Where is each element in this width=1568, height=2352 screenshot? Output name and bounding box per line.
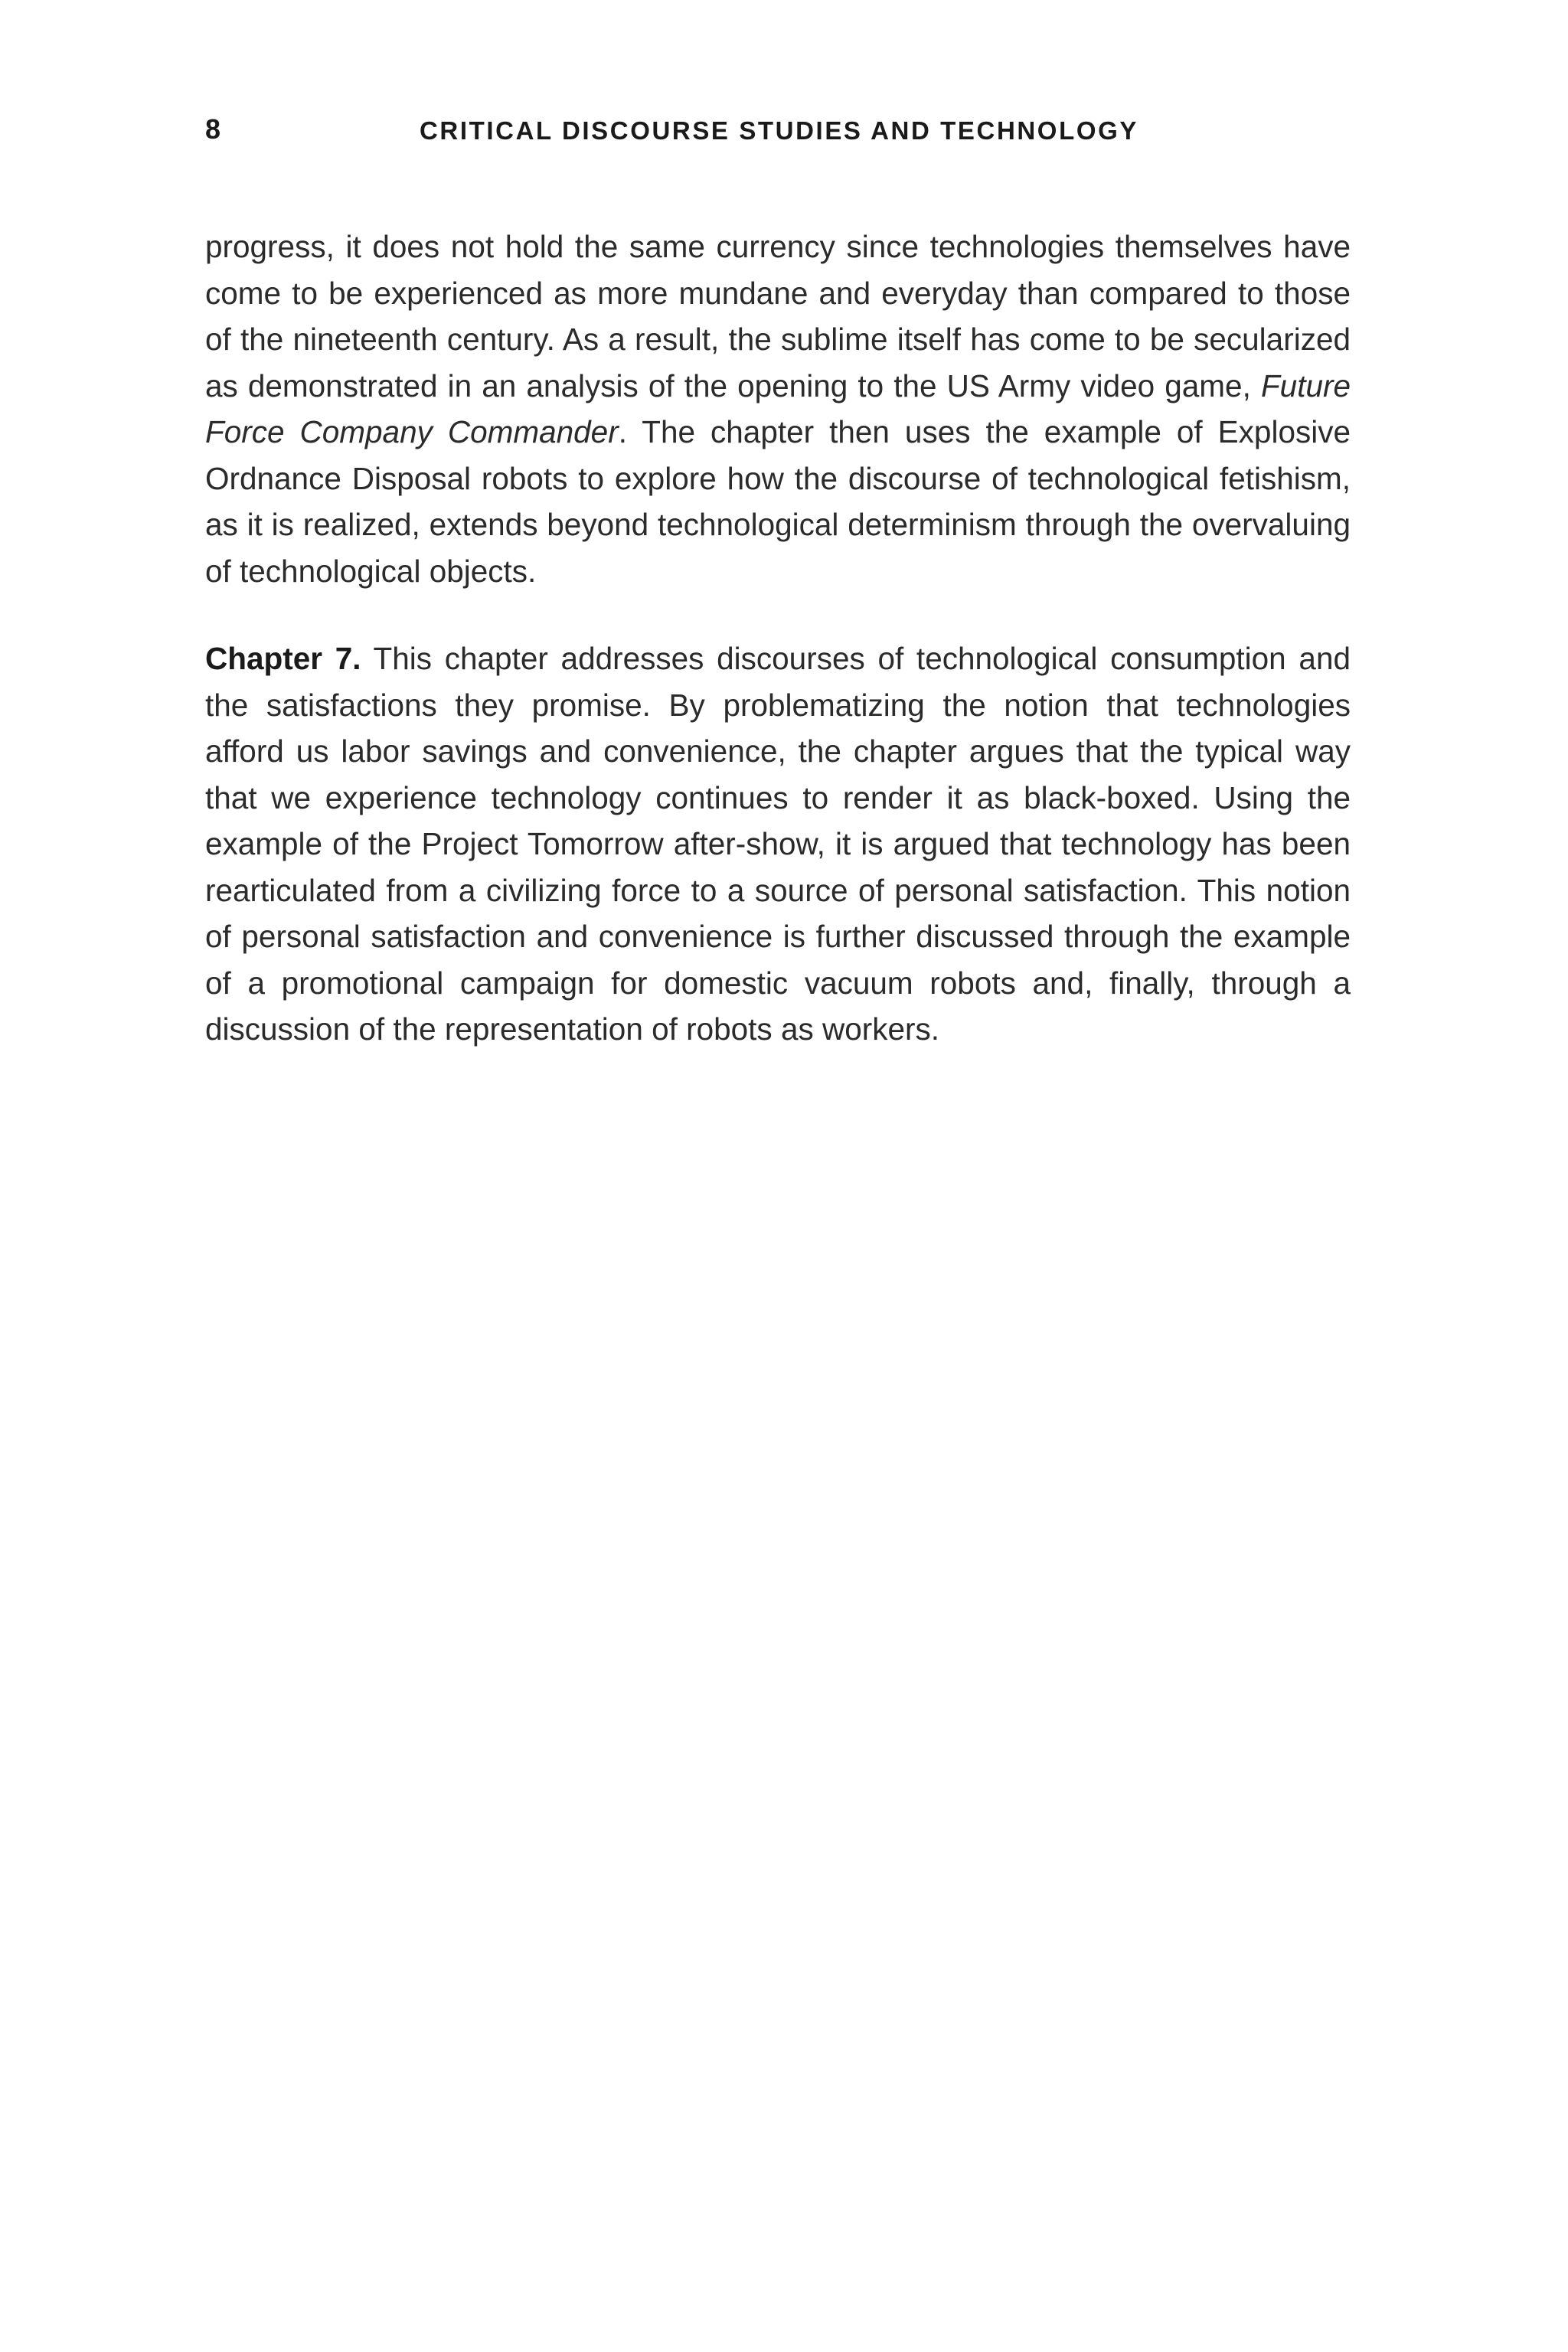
- paragraph-text: . The chapter then uses the example of Explosive Ordnance Disposal robots to explore how the discourse of technological fetishism, as it is realized, extends beyond technological determinism through the overvaluing of technological objects.: [205, 414, 1351, 589]
- paragraph-text: progress, it does not hold the same currency since technologies themselves have come to be experienced as more mundane and everyday than compared to those of the nineteenth century. As a result, the sublime itself has come to be secularized as demonstrated in an analysis of the opening to the US Army video game,: [205, 229, 1351, 403]
- body-text: [205, 224, 1351, 1053]
- game-title: Future Force Company Commander: [205, 368, 1351, 449]
- paragraph-chapter-6-continued: [205, 224, 1351, 594]
- paragraph-chapter-7: [205, 635, 1351, 1053]
- chapter-heading: Chapter 7.: [205, 641, 361, 676]
- page-number: 8: [205, 113, 221, 145]
- running-head: CRITICAL DISCOURSE STUDIES AND TECHNOLOGY: [420, 116, 1138, 145]
- paragraph-text: This chapter addresses discourses of technological consumption and the satisfactions they promise. By problematizing the notion that technologies afford us labor savings and convenience, the chapter argues that the typical way that we experience technology continues to render it as black-boxed. Using the example of the Project Tomorrow after-show, it is argued that technology has been rearticulated from a civilizing force to a source of personal satisfaction. This notion of personal satisfaction and convenience is further discussed through the example of a promotional campaign for domestic vacuum robots and, finally, through a discussion of the representation of robots as workers.: [205, 641, 1351, 1047]
